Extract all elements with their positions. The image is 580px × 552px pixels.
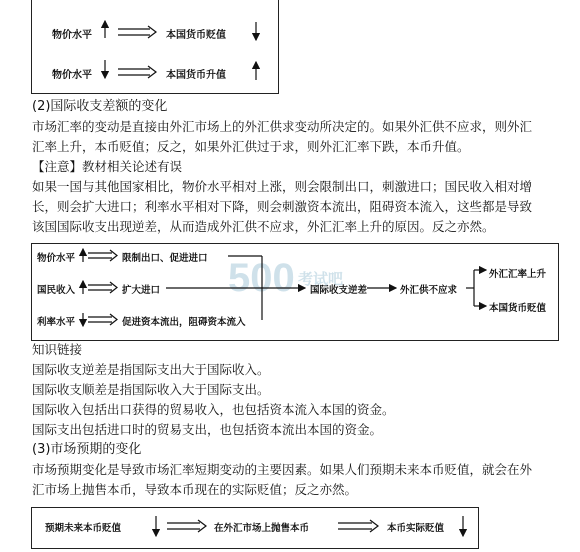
section3-line-2: 汇市场上抛售本币，导致本币现在的实际贬值；反之亦然。 xyxy=(32,482,358,497)
section2-line-1: 市场汇率的变动是直接由外汇市场上的外汇供求变动所决定的。如果外汇供不应求，则外汇 xyxy=(32,119,533,134)
mid-row3-label: 利率水平 xyxy=(37,317,76,328)
mid-result1: 外汇汇率上升 xyxy=(489,269,547,280)
watermark-text: 考试吧 xyxy=(298,271,344,288)
watermark-number: 500 xyxy=(228,256,295,300)
mid-row3-effect: 促进资本流出，阻碍资本流入 xyxy=(122,317,246,328)
top-row1-result: 本国货币贬值 xyxy=(166,30,226,41)
double-arrow-icon xyxy=(88,282,117,293)
note-line-2: 长，则会扩大进口；利率水平相对下降，则会刺激资本流出，阻碍资本流入，这些都是导致 xyxy=(32,199,533,214)
double-arrow-icon xyxy=(118,66,156,78)
mid-row2-label: 国民收入 xyxy=(37,285,76,296)
bottom-step1: 预期未来本币贬值 xyxy=(45,523,122,534)
double-arrow-icon xyxy=(167,520,206,532)
mid-center: 国际收支逆差 xyxy=(310,285,368,296)
top-row2-label: 物价水平 xyxy=(52,70,92,81)
section3-line-1: 市场预期变化是导致市场汇率短期变动的主要因素。如果人们预期未来本币贬值，就会在外 xyxy=(32,462,533,477)
mid-row1-label: 物价水平 xyxy=(37,253,76,264)
note-line-3: 该国国际收支出现逆差，从而造成外汇供不应求，外汇汇率上升的原因。反之亦然。 xyxy=(32,219,495,234)
knowledge-line-3: 国际收入包括出口获得的贸易收入，也包括资本流入本国的资金。 xyxy=(32,402,395,417)
mid-next: 外汇供不应求 xyxy=(400,285,458,296)
section3-heading: (3)市场预期的变化 xyxy=(32,442,142,457)
top-row1-label: 物价水平 xyxy=(52,30,92,41)
knowledge-line-1: 国际收支逆差是指国际支出大于国际收入。 xyxy=(32,362,270,377)
section2-line-2: 汇率上升，本币贬值；反之，如果外汇供过于求，则外汇汇率下跌，本币升值。 xyxy=(32,139,470,154)
top-row2-result: 本国货币升值 xyxy=(166,70,226,81)
knowledge-heading: 知识链接 xyxy=(32,342,83,357)
double-arrow-icon xyxy=(118,26,156,38)
knowledge-line-4: 国际支出包括进口时的贸易支出，也包括资本流出本国的资金。 xyxy=(32,422,383,437)
mid-result2: 本国货币贬值 xyxy=(489,303,547,314)
double-arrow-icon xyxy=(88,314,117,325)
knowledge-line-2: 国际收支顺差是指国际收入大于国际支出。 xyxy=(32,382,270,397)
section2-heading: (2)国际收支差额的变化 xyxy=(32,99,168,114)
mid-row2-effect: 扩大进口 xyxy=(122,285,161,296)
note-line-1: 如果一国与其他国家相比，物价水平相对上涨，则会限制出口，刺激进口；国民收入相对增 xyxy=(32,179,533,194)
mid-row1-effect: 限制出口、促进进口 xyxy=(122,253,208,264)
bottom-step3: 本币实际贬值 xyxy=(387,523,445,534)
note-heading: 【注意】教材相关论述有误 xyxy=(32,159,183,174)
double-arrow-icon xyxy=(88,250,117,261)
bottom-step2: 在外汇市场上抛售本币 xyxy=(214,523,310,534)
double-arrow-icon xyxy=(338,520,378,532)
